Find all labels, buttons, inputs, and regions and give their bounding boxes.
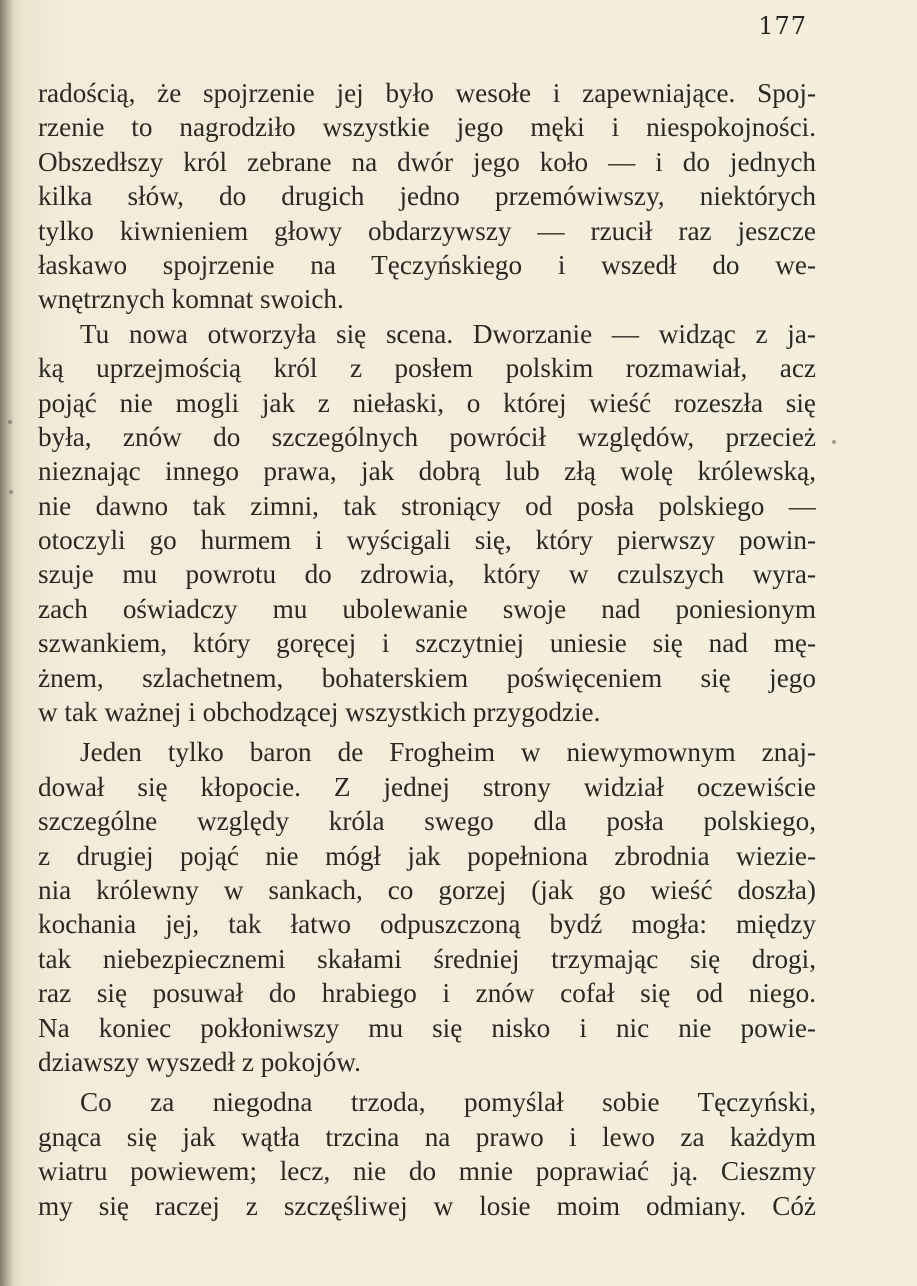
paper-speck — [832, 440, 836, 444]
paragraph — [38, 735, 816, 1079]
text-line: dziawszy wyszedł z pokojów. — [38, 1046, 361, 1077]
text-line: szwankiem, który goręcej i szczytniej uniesie się nad mę- — [38, 628, 816, 659]
text-line: szuje mu powrotu do zdrowia, który w czulszych wyra- — [38, 559, 816, 590]
text-line: z drugiej pojąć nie mógł jak popełniona zbrodnia wiezie- — [38, 840, 816, 871]
text-line: nia królewny w sankach, co gorzej (jak go wieść doszła) — [38, 874, 816, 905]
text-line: rzenie to nagrodziło wszystkie jego męki i niespokojności. — [38, 112, 816, 143]
text-line: łaskawo spojrzenie na Tęczyńskiego i wszedł do we- — [38, 249, 816, 280]
text-line: kilka słów, do drugich jedno przemówiwszy, niektórych — [38, 181, 816, 212]
page-number: 177 — [758, 12, 807, 40]
text-line: radością, że spojrzenie jej było wesołe i zapewniające. Spoj- — [38, 78, 816, 108]
text-line: Tu nowa otworzyła się scena. Dworzanie — widząc z ja- — [80, 318, 816, 349]
paragraph — [38, 1085, 816, 1223]
text-line: kochania jej, tak łatwo odpuszczoną bydź mogła: między — [38, 909, 816, 940]
text-line: ką uprzejmością król z posłem polskim rozmawiał, acz — [38, 353, 816, 384]
text-line: my się raczej z szczęśliwej w losie moim odmiany. Cóż — [38, 1190, 816, 1221]
text-line: nieznając innego prawa, jak dobrą lub złą wolę królewską, — [38, 456, 816, 487]
paragraph — [38, 317, 816, 730]
paper-speck — [9, 490, 13, 494]
text-line: gnąca się jak wątła trzcina na prawo i lewo za każdym — [38, 1121, 816, 1152]
text-line: tylko kiwnieniem głowy obdarzywszy — rzucił raz jeszcze — [38, 215, 816, 246]
text-line: pojąć nie mogli jak z niełaski, o której wieść rozeszła się — [38, 387, 816, 418]
text-line: żnem, szlachetnem, bohaterskiem poświęceniem się jego — [38, 662, 816, 693]
text-line: zach oświadczy mu ubolewanie swoje nad poniesionym — [38, 593, 816, 624]
text-line: w tak ważnej i obchodzącej wszystkich przygodzie. — [38, 697, 601, 728]
text-line: dował się kłopocie. Z jednej strony widział oczewiście — [38, 771, 816, 802]
text-line: wiatru powiewem; lecz, nie do mnie poprawiać ją. Cieszmy — [38, 1156, 816, 1187]
text-line: Obszedłszy król zebrane na dwór jego koło — i do jednych — [38, 146, 816, 177]
text-line: nie dawno tak zimni, tak stroniący od posła polskiego — — [38, 490, 816, 521]
paragraph — [38, 76, 816, 317]
text-line: była, znów do szczególnych powrócił względów, przecież — [38, 421, 816, 452]
text-line: otoczyli go hurmem i wyścigali się, który pierwszy powin- — [38, 525, 816, 556]
text-line: szczególne względy króla swego dla posła polskiego, — [38, 806, 816, 837]
text-line: wnętrznych komnat swoich. — [38, 284, 344, 315]
gutter-shadow — [0, 0, 14, 1286]
text-line: Na koniec pokłoniwszy mu się nisko i nic nie powie- — [38, 1012, 816, 1043]
text-line: raz się posuwał do hrabiego i znów cofał się od niego. — [38, 978, 816, 1009]
text-line: Co za niegodna trzoda, pomyślał sobie Tęczyński, — [80, 1087, 816, 1118]
body-text — [38, 76, 816, 1223]
text-line: Jeden tylko baron de Frogheim w niewymownym znaj- — [80, 737, 816, 768]
paper-speck — [8, 420, 12, 424]
text-line: tak niebezpiecznemi skałami średniej trzymając się drogi, — [38, 943, 816, 974]
